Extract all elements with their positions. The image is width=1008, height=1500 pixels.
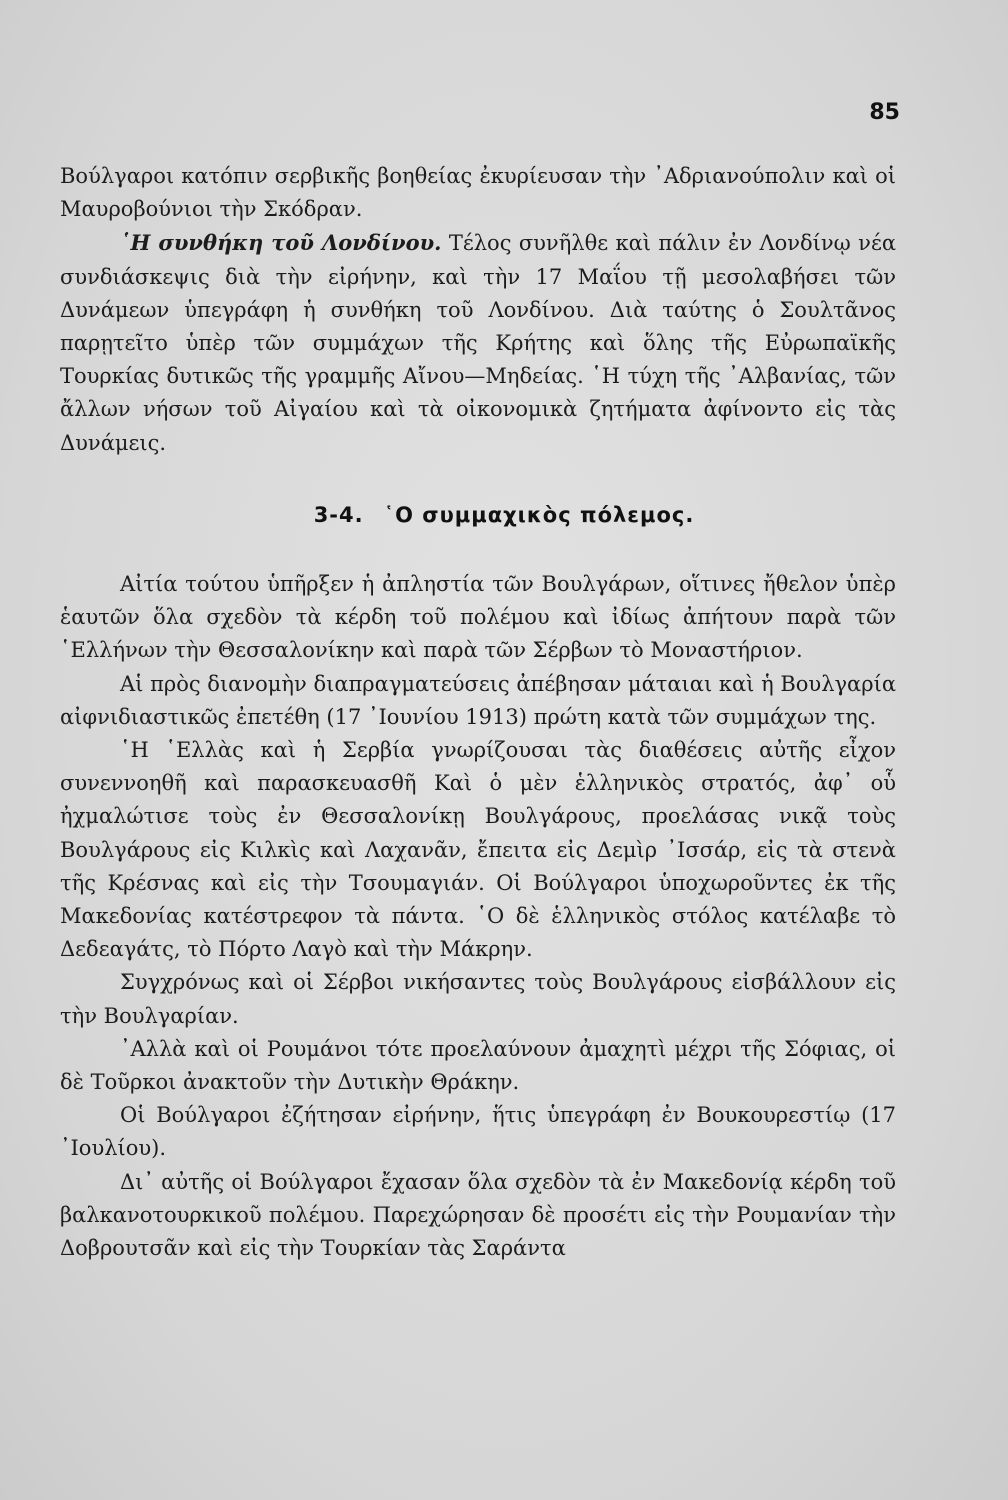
paragraph: Βούλγαροι κατόπιν σερβικῆς βοηθείας ἐκυρίευσαν τὴν ᾿Αδριανούπολιν καὶ οἱ Μαυροβούνιοι τὴν Σκόδραν. [60,164,896,222]
section-heading [0,503,1008,527]
paragraph: Οἱ Βούλγαροι ἐζήτησαν εἰρήνην, ἥτις ὑπεγράφη ἐν Βουκουρεστίῳ (17 ᾿Ιουλίου). [60,1103,896,1161]
section-number: 3-4. [313,503,364,527]
section-4-text [60,568,896,1265]
section-3-text [60,160,896,460]
paragraph: Συγχρόνως καὶ οἱ Σέρβοι νικήσαντες τοὺς Βουλγάρους εἰσβάλλουν εἰς τὴν Βουλγαρίαν. [60,970,896,1028]
paragraph [60,226,896,459]
paragraph: ᾿Αλλὰ καὶ οἱ Ρουμάνοι τότε προελαύνουν ἀμαχητὶ μέχρι τῆς Σόφιας, οἱ δὲ Τοῦρκοι ἀνακτοῦν τὴν Δυτικὴν Θράκην. [60,1036,896,1095]
paragraph: Αἱ πρὸς διανομὴν διαπραγματεύσεις ἀπέβησαν μάταιαι καὶ ἡ Βουλγαρία αἰφνιδιαστικῶς ἐπετέθη (17 ᾿Ιουνίου 1913) πρώτη κατὰ τῶν συμμάχων της. [60,671,896,729]
paragraph: ῾Η ῾Ελλὰς καὶ ἡ Σερβία γνωρίζουσαι τὰς διαθέσεις αὐτῆς εἶχον συνεννοηθῆ καὶ παρασκευασθῆ Καὶ ὁ μὲν ἑλληνικὸς στρατός, ἀφ᾿ οὗ ἠχμαλώτισε τοὺς ἐν Θεσσαλονίκῃ Βουλγάρους, προελάσας νικᾷ τοὺς Βουλγάρους εἰς Κιλκὶς καὶ Λαχανᾶν, ἔπειτα εἰς Δεμὶρ ᾿Ισσάρ, εἰς τὰ στενὰ τῆς Κρέσνας καὶ εἰς τὴν Τσουμαγιάν. Οἱ Βούλγαροι ὑποχωροῦντες ἐκ τῆς Μακεδονίας κατέστρεφον τὰ πάντα. ῾Ο δὲ ἑλληνικὸς στόλος κατέλαβε τὸ Δεδεαγάτς, τὸ Πόρτο Λαγὸ καὶ τὴν Μάκρην. [60,738,896,962]
page-number: 85 [869,100,900,125]
paragraph: Δι᾿ αὐτῆς οἱ Βούλγαροι ἔχασαν ὅλα σχεδὸν τὰ ἐν Μακεδονίᾳ κέρδη τοῦ βαλκανοτουρκικοῦ πολέμου. Παρεχώρησαν δὲ προσέτι εἰς τὴν Ρουμανίαν τὴν Δοβρουτσᾶν καὶ εἰς τὴν Τουρκίαν τὰς Σαράντα [60,1169,896,1261]
sub-heading: ῾Η συνθήκη τοῦ Λονδίνου. [120,230,442,256]
section-title: ῾Ο συμμαχικὸς πόλεμος. [383,503,695,527]
paragraph: Αἰτία τούτου ὑπῆρξεν ἡ ἀπληστία τῶν Βουλγάρων, οἵτινες ἤθελον ὑπὲρ ἑαυτῶν ὅλα σχεδὸν τὰ κέρδη τοῦ πολέμου καὶ ἰδίως ἀπήτουν παρὰ τῶν ῾Ελλήνων τὴν Θεσσαλονίκην καὶ παρὰ τῶν Σέρβων τὸ Μοναστήριον. [60,572,896,663]
paragraph-text: Τέλος συνῆλθε καὶ πάλιν ἐν Λονδίνῳ νέα συνδιάσκεψις διὰ τὴν εἰρήνην, καὶ τὴν 17 Μαΐου τῇ μεσολαβήσει τῶν Δυνάμεων ὑπεγράφη ἡ συνθήκη τοῦ Λονδίνου. Διὰ ταύτης ὁ Σουλτᾶνος παρῃτεῖτο ὑπὲρ τῶν συμμάχων τῆς Κρήτης καὶ ὅλης τῆς Εὐρωπαϊκῆς Τουρκίας δυτικῶς τῆς γραμμῆς Αἴνου—Μηδείας. ῾Η τύχη τῆς ᾿Αλβανίας, τῶν ἄλλων νήσων τοῦ Αἰγαίου καὶ τὰ οἰκονομικὰ ζητήματα ἀφίνοντο εἰς τὰς Δυνάμεις. [60,231,896,455]
